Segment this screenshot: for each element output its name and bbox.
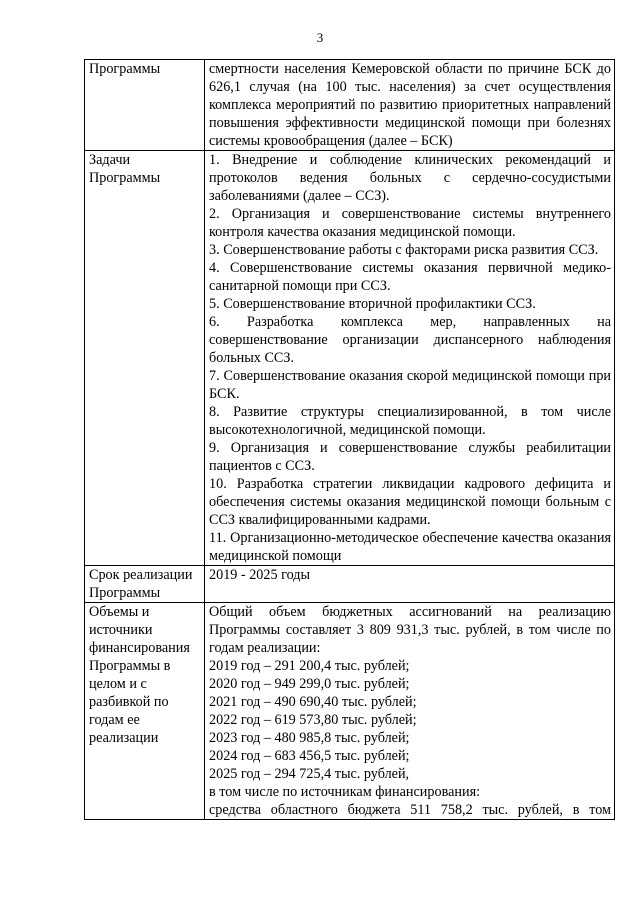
table-row-program-goal [85,60,615,151]
task-item: 7. Совершенствование оказания скорой медицинской помощи при БСК. [209,368,611,402]
task-item: 11. Организационно-методическое обеспечение качества оказания медицинской помощи [209,530,611,564]
period-text: 2019 - 2025 годы [209,567,311,583]
task-item: 10. Разработка стратегии ликвидации кадрового дефицита и обеспечения системы оказания медицинской помощи больным с ССЗ квалифицированными кадрами. [209,476,611,528]
page-number: 3 [316,30,324,45]
task-item: 1. Внедрение и соблюдение клинических рекомендаций и протоколов ведения больных с сердечно-сосудистыми заболеваниями (далее – ССЗ). [209,152,611,204]
task-item: 5. Совершенствование вторичной профилактики ССЗ. [209,296,536,312]
financing-year-line: 2023 год – 480 985,8 тыс. рублей; [209,730,410,746]
row-label: Задачи Программы [85,151,205,566]
task-item: 9. Организация и совершенствование службы реабилитации пациентов с ССЗ. [209,440,611,474]
financing-year-line: 2022 год – 619 573,80 тыс. рублей; [209,712,417,728]
financing-regional-budget: средства областного бюджета 511 758,2 тыс. рублей, в том [209,802,611,818]
row-label: Программы [85,60,205,151]
row-content [205,60,615,151]
task-item: 8. Развитие структуры специализированной, в том числе высокотехнологичной, медицинской помощи. [209,404,611,438]
row-content [205,603,615,820]
goal-text: смертности населения Кемеровской области по причине БСК до 626,1 случая (на 100 тыс. населения) за счет осуществления комплекса мероприятий по развитию приоритетных направлений повышения эффективности медицинской помощи при болезнях системы кровообращения (далее – БСК) [209,61,611,149]
financing-year-line: 2019 год – 291 200,4 тыс. рублей; [209,658,410,674]
row-content [205,151,615,566]
financing-year-line: 2024 год – 683 456,5 тыс. рублей; [209,748,410,764]
task-item: 3. Совершенствование работы с факторами риска развития ССЗ. [209,242,599,258]
row-label: Срок реализации Программы [85,566,205,603]
financing-year-line: 2020 год – 949 299,0 тыс. рублей; [209,676,410,692]
financing-sources-intro: в том числе по источникам финансирования: [209,784,481,800]
program-passport-table [84,59,615,820]
task-item: 6. Разработка комплекса мер, направленных на совершенствование организации диспансерного наблюдения больных ССЗ. [209,314,611,366]
task-item: 2. Организация и совершенствование системы внутреннего контроля качества оказания медицинской помощи. [209,206,611,240]
task-item: 4. Совершенствование системы оказания первичной медико- санитарной помощи при ССЗ. [209,260,611,294]
table-row-program-tasks [85,151,615,566]
financing-total-text: Общий объем бюджетных ассигнований на реализацию Программы составляет 3 809 931,3 тыс. рублей, в том числе по годам реализации: [209,604,611,656]
row-label: Объемы и источники финансирования Программы в целом и с разбивкой по годам ее реализации [85,603,205,820]
row-content [205,566,615,603]
financing-year-line: 2025 год – 294 725,4 тыс. рублей, [209,766,410,782]
financing-year-line: 2021 год – 490 690,40 тыс. рублей; [209,694,417,710]
table-row-program-financing [85,603,615,820]
table-row-program-period [85,566,615,603]
